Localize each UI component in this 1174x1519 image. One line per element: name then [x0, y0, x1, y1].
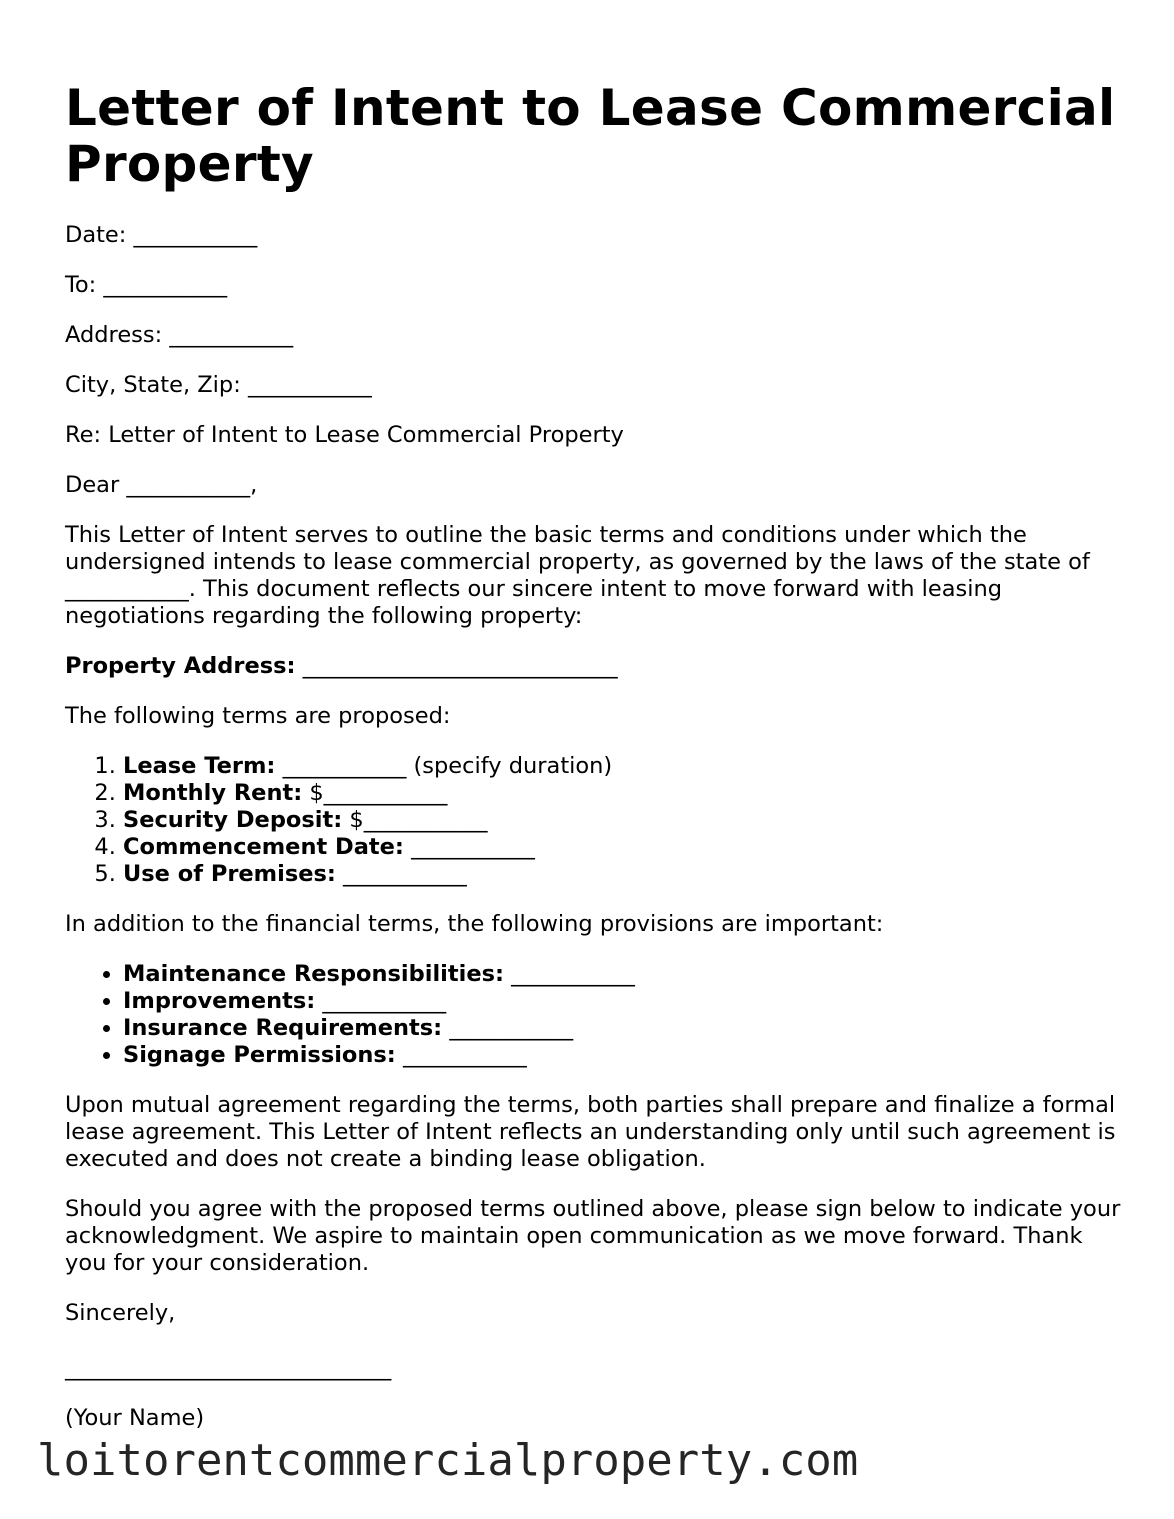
terms-list [65, 753, 1125, 888]
provision-label: Improvements: [123, 988, 316, 1014]
term-label: Lease Term: [123, 753, 276, 779]
provision-label: Insurance Requirements: [123, 1015, 443, 1041]
address-field: Address: ___________ [65, 322, 294, 348]
letter-document [65, 80, 1125, 1455]
term-value: ___________ [403, 834, 535, 860]
term-value: $___________ [302, 780, 448, 806]
re-line: Re: Letter of Intent to Lease Commercial Property [65, 422, 624, 448]
property-address-label: Property Address: [65, 653, 296, 679]
provision-item-signage [123, 1042, 1125, 1069]
salutation: Dear ___________, [65, 472, 258, 498]
agreement-paragraph: Upon mutual agreement regarding the terms, both parties shall prepare and finalize a formal lease agreement. This Letter of Intent reflects an understanding only until such agreement is executed and does not create a binding lease obligation. [65, 1092, 1116, 1172]
term-item-use-of-premises [123, 861, 1125, 888]
date-field: Date: ___________ [65, 222, 258, 248]
term-item-lease-term [123, 753, 1125, 780]
city-state-zip-field: City, State, Zip: ___________ [65, 372, 372, 398]
document-title: Letter of Intent to Lease Commercial Property [65, 79, 1116, 193]
provisions-intro: In addition to the financial terms, the following provisions are important: [65, 911, 884, 937]
term-value: ___________ [335, 861, 467, 887]
provision-label: Signage Permissions: [123, 1042, 396, 1068]
provision-item-maintenance [123, 961, 1125, 988]
term-item-monthly-rent [123, 780, 1125, 807]
term-label: Monthly Rent: [123, 780, 303, 806]
closing-paragraph: Should you agree with the proposed terms outlined above, please sign below to indicate your acknowledgment. We aspire to maintain open communication as we move forward. Thank you for your consideration. [65, 1196, 1121, 1276]
terms-intro: The following terms are proposed: [65, 703, 451, 729]
provisions-list [65, 961, 1125, 1069]
term-label: Commencement Date: [123, 834, 404, 860]
signer-name: (Your Name) [65, 1405, 205, 1431]
term-item-security-deposit [123, 807, 1125, 834]
watermark-text: loitorentcommercialproperty.com [37, 1435, 859, 1486]
signature-line: _____________________________ [65, 1355, 392, 1381]
intro-paragraph: This Letter of Intent serves to outline the basic terms and conditions under which the undersigned intends to lease commercial property, as governed by the laws of the state of ___________. This document reflects our sincere intent to move forward with leasing negotiations regarding the following property: [65, 522, 1090, 629]
provision-label: Maintenance Responsibilities: [123, 961, 504, 987]
provision-value: ___________ [504, 961, 635, 987]
provision-value: ___________ [442, 1015, 574, 1041]
term-value: ___________ (specify duration) [275, 753, 613, 779]
property-address-line [65, 653, 1125, 680]
term-value: $___________ [342, 807, 488, 833]
to-field: To: ___________ [65, 272, 228, 298]
provision-item-improvements [123, 988, 1125, 1015]
property-address-blank: ____________________________ [295, 653, 618, 679]
provision-value: ___________ [395, 1042, 527, 1068]
term-item-commencement-date [123, 834, 1125, 861]
provision-item-insurance [123, 1015, 1125, 1042]
sign-off: Sincerely, [65, 1300, 176, 1326]
provision-value: ___________ [315, 988, 447, 1014]
term-label: Use of Premises: [123, 861, 336, 887]
term-label: Security Deposit: [123, 807, 343, 833]
